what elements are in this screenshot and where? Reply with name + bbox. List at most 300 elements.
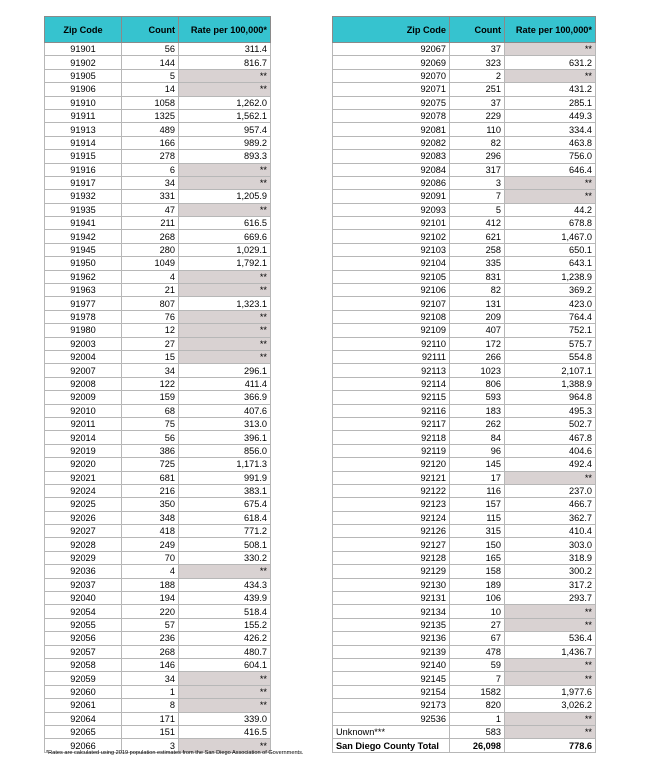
rate-cell: 1,467.0 bbox=[505, 230, 596, 243]
table-row bbox=[333, 297, 596, 310]
rate-cell: 463.8 bbox=[505, 136, 596, 149]
rate-cell: 991.9 bbox=[179, 471, 271, 484]
zip-code-cell: 91941 bbox=[45, 217, 122, 230]
table-row bbox=[45, 712, 271, 725]
count-cell: 216 bbox=[122, 484, 179, 497]
count-cell: 1058 bbox=[122, 96, 179, 109]
rate-cell: 1,029.1 bbox=[179, 243, 271, 256]
table-row bbox=[333, 551, 596, 564]
count-cell: 158 bbox=[450, 565, 505, 578]
zip-code-cell: 92029 bbox=[45, 551, 122, 564]
count-cell: 67 bbox=[450, 632, 505, 645]
rate-cell: 508.1 bbox=[179, 538, 271, 551]
count-cell: 807 bbox=[122, 297, 179, 310]
rate-cell: ** bbox=[179, 685, 271, 698]
zip-code-cell: 92024 bbox=[45, 484, 122, 497]
zip-code-cell: 92026 bbox=[45, 511, 122, 524]
count-cell: 831 bbox=[450, 270, 505, 283]
count-cell: 188 bbox=[122, 578, 179, 591]
rate-cell: 293.7 bbox=[505, 592, 596, 605]
table-row bbox=[333, 484, 596, 497]
count-cell: 348 bbox=[122, 511, 179, 524]
count-cell: 4 bbox=[122, 270, 179, 283]
count-cell: 59 bbox=[450, 658, 505, 671]
rate-cell: 646.4 bbox=[505, 163, 596, 176]
count-cell: 258 bbox=[450, 243, 505, 256]
rate-cell: 426.2 bbox=[179, 632, 271, 645]
zip-code-cell: 92058 bbox=[45, 658, 122, 671]
table-row bbox=[45, 243, 271, 256]
zip-code-cell: 92059 bbox=[45, 672, 122, 685]
table-row bbox=[333, 136, 596, 149]
rate-cell: 449.3 bbox=[505, 109, 596, 122]
rate-cell: 155.2 bbox=[179, 618, 271, 631]
rate-cell: 1,562.1 bbox=[179, 109, 271, 122]
rate-cell: ** bbox=[179, 739, 271, 752]
table-row bbox=[45, 217, 271, 230]
table-row bbox=[45, 324, 271, 337]
rate-cell: 1,436.7 bbox=[505, 645, 596, 658]
rate-cell: ** bbox=[505, 605, 596, 618]
zip-code-cell: 92135 bbox=[333, 618, 450, 631]
rate-cell: 362.7 bbox=[505, 511, 596, 524]
count-cell: 268 bbox=[122, 230, 179, 243]
rate-cell: 318.9 bbox=[505, 551, 596, 564]
zip-code-cell: 91906 bbox=[45, 83, 122, 96]
count-cell: 171 bbox=[122, 712, 179, 725]
zip-code-cell: 92061 bbox=[45, 699, 122, 712]
count-cell: 251 bbox=[450, 83, 505, 96]
zip-code-cell: 92130 bbox=[333, 578, 450, 591]
zip-code-cell: 92004 bbox=[45, 350, 122, 363]
rate-cell: 669.6 bbox=[179, 230, 271, 243]
zip-code-cell: San Diego County Total bbox=[333, 739, 450, 752]
rate-cell: 1,977.6 bbox=[505, 685, 596, 698]
rate-cell: 431.2 bbox=[505, 83, 596, 96]
table-row bbox=[45, 96, 271, 109]
table-row bbox=[45, 43, 271, 56]
count-cell: 56 bbox=[122, 431, 179, 444]
count-cell: 725 bbox=[122, 458, 179, 471]
zip-code-cell: 92010 bbox=[45, 404, 122, 417]
zip-code-cell: 92054 bbox=[45, 605, 122, 618]
count-cell: 56 bbox=[122, 43, 179, 56]
count-cell: 331 bbox=[122, 190, 179, 203]
table-row bbox=[333, 377, 596, 390]
table-row bbox=[333, 417, 596, 430]
count-cell: 335 bbox=[450, 257, 505, 270]
zip-code-cell: 92019 bbox=[45, 444, 122, 457]
rate-cell: ** bbox=[505, 69, 596, 82]
rate-cell: ** bbox=[179, 284, 271, 297]
count-cell: 1325 bbox=[122, 109, 179, 122]
table-row bbox=[45, 645, 271, 658]
rate-cell: 439.9 bbox=[179, 592, 271, 605]
zip-code-cell: 91977 bbox=[45, 297, 122, 310]
table-row bbox=[333, 364, 596, 377]
table-row bbox=[45, 578, 271, 591]
rate-cell: 411.4 bbox=[179, 377, 271, 390]
table-row bbox=[333, 712, 596, 725]
rate-cell: ** bbox=[505, 725, 596, 738]
count-cell: 131 bbox=[450, 297, 505, 310]
table-row bbox=[45, 471, 271, 484]
table-row bbox=[333, 337, 596, 350]
zip-code-cell: 91917 bbox=[45, 176, 122, 189]
zip-code-cell: 92020 bbox=[45, 458, 122, 471]
count-cell: 37 bbox=[450, 96, 505, 109]
table-row bbox=[333, 431, 596, 444]
count-cell: 266 bbox=[450, 350, 505, 363]
table-row bbox=[45, 270, 271, 283]
rate-cell: 311.4 bbox=[179, 43, 271, 56]
rate-cell: 631.2 bbox=[505, 56, 596, 69]
table-row bbox=[333, 83, 596, 96]
table-row bbox=[45, 163, 271, 176]
rate-cell: ** bbox=[505, 43, 596, 56]
rate-cell: ** bbox=[179, 310, 271, 323]
rate-cell: ** bbox=[179, 350, 271, 363]
rate-cell: 502.7 bbox=[505, 417, 596, 430]
table-row bbox=[333, 96, 596, 109]
zip-code-cell: 92078 bbox=[333, 109, 450, 122]
zip-code-cell: 92064 bbox=[45, 712, 122, 725]
count-cell: 681 bbox=[122, 471, 179, 484]
count-cell: 3 bbox=[122, 739, 179, 752]
zip-code-cell: 92081 bbox=[333, 123, 450, 136]
count-cell: 806 bbox=[450, 377, 505, 390]
table-row bbox=[333, 699, 596, 712]
table-row bbox=[45, 605, 271, 618]
table-row bbox=[333, 471, 596, 484]
zip-code-cell: 92126 bbox=[333, 525, 450, 538]
zip-code-cell: 92070 bbox=[333, 69, 450, 82]
count-cell: 478 bbox=[450, 645, 505, 658]
count-cell: 315 bbox=[450, 525, 505, 538]
count-cell: 189 bbox=[450, 578, 505, 591]
table-row bbox=[333, 592, 596, 605]
rate-cell: 650.1 bbox=[505, 243, 596, 256]
rate-cell: ** bbox=[505, 712, 596, 725]
zip-code-cell: 92066 bbox=[45, 739, 122, 752]
count-cell: 34 bbox=[122, 672, 179, 685]
table-row bbox=[333, 123, 596, 136]
rate-cell: 643.1 bbox=[505, 257, 596, 270]
rate-cell: 771.2 bbox=[179, 525, 271, 538]
count-cell: 296 bbox=[450, 150, 505, 163]
rate-cell: 816.7 bbox=[179, 56, 271, 69]
table-row bbox=[45, 699, 271, 712]
zip-code-cell: 91980 bbox=[45, 324, 122, 337]
count-cell: 7 bbox=[450, 190, 505, 203]
rate-cell: 480.7 bbox=[179, 645, 271, 658]
count-cell: 183 bbox=[450, 404, 505, 417]
table-row bbox=[45, 203, 271, 216]
rate-cell: 3,026.2 bbox=[505, 699, 596, 712]
zip-code-cell: 92011 bbox=[45, 417, 122, 430]
rate-cell: ** bbox=[505, 471, 596, 484]
table-row bbox=[45, 565, 271, 578]
count-cell: 386 bbox=[122, 444, 179, 457]
zip-code-cell: 92136 bbox=[333, 632, 450, 645]
zip-code-cell: 92119 bbox=[333, 444, 450, 457]
table-row bbox=[333, 739, 596, 752]
table-row bbox=[333, 725, 596, 738]
count-cell: 194 bbox=[122, 592, 179, 605]
table-row bbox=[333, 632, 596, 645]
table-row bbox=[45, 83, 271, 96]
count-cell: 317 bbox=[450, 163, 505, 176]
zip-code-cell: 92071 bbox=[333, 83, 450, 96]
zip-code-cell: 92118 bbox=[333, 431, 450, 444]
count-cell: 106 bbox=[450, 592, 505, 605]
count-cell: 4 bbox=[122, 565, 179, 578]
count-cell: 280 bbox=[122, 243, 179, 256]
count-cell: 27 bbox=[122, 337, 179, 350]
count-header: Count bbox=[450, 17, 505, 43]
count-cell: 76 bbox=[122, 310, 179, 323]
count-cell: 5 bbox=[122, 69, 179, 82]
zip-code-cell: 91910 bbox=[45, 96, 122, 109]
rate-cell: 957.4 bbox=[179, 123, 271, 136]
count-cell: 209 bbox=[450, 310, 505, 323]
zip-code-cell: 92027 bbox=[45, 525, 122, 538]
table-row bbox=[45, 391, 271, 404]
table-row bbox=[45, 56, 271, 69]
table-row bbox=[333, 69, 596, 82]
table-row bbox=[45, 538, 271, 551]
zip-code-cell: 92106 bbox=[333, 284, 450, 297]
rate-cell: 404.6 bbox=[505, 444, 596, 457]
rate-cell: ** bbox=[505, 190, 596, 203]
zip-code-cell: 92084 bbox=[333, 163, 450, 176]
count-cell: 278 bbox=[122, 150, 179, 163]
zip-code-cell: 92008 bbox=[45, 377, 122, 390]
count-cell: 17 bbox=[450, 471, 505, 484]
count-cell: 2 bbox=[450, 69, 505, 82]
zip-code-cell: 92107 bbox=[333, 297, 450, 310]
rate-cell: 334.4 bbox=[505, 123, 596, 136]
rate-cell: 237.0 bbox=[505, 484, 596, 497]
zip-code-cell: 92036 bbox=[45, 565, 122, 578]
table-row bbox=[333, 672, 596, 685]
table-header-row bbox=[333, 17, 596, 43]
count-cell: 621 bbox=[450, 230, 505, 243]
zip-code-cell: 92111 bbox=[333, 350, 450, 363]
zip-code-cell: 92121 bbox=[333, 471, 450, 484]
rate-cell: 300.2 bbox=[505, 565, 596, 578]
count-cell: 15 bbox=[122, 350, 179, 363]
zip-code-cell: 92091 bbox=[333, 190, 450, 203]
table-row bbox=[333, 324, 596, 337]
rate-cell: ** bbox=[505, 618, 596, 631]
zip-code-cell: 92120 bbox=[333, 458, 450, 471]
rate-cell: 303.0 bbox=[505, 538, 596, 551]
count-cell: 418 bbox=[122, 525, 179, 538]
rate-footnote: *Rates are calculated using 2019 population estimates from the San Diego Association of Governments. bbox=[46, 750, 304, 756]
count-cell: 407 bbox=[450, 324, 505, 337]
count-cell: 412 bbox=[450, 217, 505, 230]
table-row bbox=[45, 310, 271, 323]
rate-cell: ** bbox=[179, 337, 271, 350]
rate-cell: ** bbox=[179, 83, 271, 96]
count-cell: 75 bbox=[122, 417, 179, 430]
count-cell: 26,098 bbox=[450, 739, 505, 752]
rate-cell: 296.1 bbox=[179, 364, 271, 377]
table-row bbox=[333, 404, 596, 417]
count-cell: 68 bbox=[122, 404, 179, 417]
count-cell: 145 bbox=[450, 458, 505, 471]
count-cell: 34 bbox=[122, 176, 179, 189]
zip-code-cell: 91942 bbox=[45, 230, 122, 243]
count-cell: 166 bbox=[122, 136, 179, 149]
table-row bbox=[45, 150, 271, 163]
table-row bbox=[45, 297, 271, 310]
table-row bbox=[333, 538, 596, 551]
table-row bbox=[333, 525, 596, 538]
table-row bbox=[45, 284, 271, 297]
table-row bbox=[333, 190, 596, 203]
rate-cell: ** bbox=[505, 658, 596, 671]
count-cell: 14 bbox=[122, 83, 179, 96]
table-row bbox=[333, 511, 596, 524]
table-row bbox=[333, 257, 596, 270]
count-cell: 5 bbox=[450, 203, 505, 216]
rate-cell: 423.0 bbox=[505, 297, 596, 310]
rate-cell: 756.0 bbox=[505, 150, 596, 163]
rate-cell: 396.1 bbox=[179, 431, 271, 444]
table-row bbox=[45, 257, 271, 270]
table-row bbox=[333, 685, 596, 698]
count-cell: 229 bbox=[450, 109, 505, 122]
rate-cell: 1,792.1 bbox=[179, 257, 271, 270]
zip-code-cell: 92117 bbox=[333, 417, 450, 430]
zip-code-cell: 91963 bbox=[45, 284, 122, 297]
zip-code-cell: 92116 bbox=[333, 404, 450, 417]
table-row bbox=[333, 565, 596, 578]
rate-cell: 616.5 bbox=[179, 217, 271, 230]
zip-code-cell: 91935 bbox=[45, 203, 122, 216]
zip-code-cell: 92037 bbox=[45, 578, 122, 591]
zip-code-cell: 92093 bbox=[333, 203, 450, 216]
table-row bbox=[333, 43, 596, 56]
zip-table-left-body bbox=[45, 43, 271, 753]
table-row bbox=[333, 243, 596, 256]
count-cell: 82 bbox=[450, 284, 505, 297]
count-cell: 21 bbox=[122, 284, 179, 297]
zip-code-cell: 92003 bbox=[45, 337, 122, 350]
zip-code-cell: 92009 bbox=[45, 391, 122, 404]
table-row bbox=[45, 511, 271, 524]
zip-code-cell: 91902 bbox=[45, 56, 122, 69]
count-cell: 350 bbox=[122, 498, 179, 511]
zip-code-cell: 92056 bbox=[45, 632, 122, 645]
table-row bbox=[333, 605, 596, 618]
count-cell: 37 bbox=[450, 43, 505, 56]
table-row bbox=[45, 551, 271, 564]
rate-cell: ** bbox=[179, 270, 271, 283]
rate-cell: 2,107.1 bbox=[505, 364, 596, 377]
zip-code-cell: 92069 bbox=[333, 56, 450, 69]
count-cell: 6 bbox=[122, 163, 179, 176]
table-row bbox=[333, 217, 596, 230]
count-cell: 57 bbox=[122, 618, 179, 631]
table-row bbox=[333, 56, 596, 69]
zip-code-cell: 92007 bbox=[45, 364, 122, 377]
rate-cell: 434.3 bbox=[179, 578, 271, 591]
count-cell: 1 bbox=[122, 685, 179, 698]
rate-cell: 1,323.1 bbox=[179, 297, 271, 310]
rate-cell: ** bbox=[505, 672, 596, 685]
count-cell: 34 bbox=[122, 364, 179, 377]
rate-cell: 416.5 bbox=[179, 725, 271, 738]
count-cell: 96 bbox=[450, 444, 505, 457]
table-row bbox=[45, 350, 271, 363]
rate-cell: 618.4 bbox=[179, 511, 271, 524]
count-cell: 220 bbox=[122, 605, 179, 618]
zip-code-header: Zip Code bbox=[45, 17, 122, 43]
table-row bbox=[333, 391, 596, 404]
rate-cell: 410.4 bbox=[505, 525, 596, 538]
zip-code-cell: 92536 bbox=[333, 712, 450, 725]
rate-cell: 1,171.3 bbox=[179, 458, 271, 471]
rate-cell: 339.0 bbox=[179, 712, 271, 725]
count-cell: 1582 bbox=[450, 685, 505, 698]
count-cell: 115 bbox=[450, 511, 505, 524]
zip-code-cell: 92122 bbox=[333, 484, 450, 497]
zip-code-cell: 92102 bbox=[333, 230, 450, 243]
table-row bbox=[45, 123, 271, 136]
rate-cell: 1,388.9 bbox=[505, 377, 596, 390]
zip-code-cell: 91945 bbox=[45, 243, 122, 256]
table-row bbox=[333, 150, 596, 163]
zip-code-cell: 91914 bbox=[45, 136, 122, 149]
rate-cell: 989.2 bbox=[179, 136, 271, 149]
rate-cell: 752.1 bbox=[505, 324, 596, 337]
zip-code-cell: 92105 bbox=[333, 270, 450, 283]
zip-code-cell: 92129 bbox=[333, 565, 450, 578]
zip-code-cell: 92055 bbox=[45, 618, 122, 631]
table-row bbox=[45, 484, 271, 497]
table-row bbox=[45, 176, 271, 189]
table-row bbox=[333, 578, 596, 591]
table-row bbox=[45, 230, 271, 243]
zip-code-cell: 92113 bbox=[333, 364, 450, 377]
count-cell: 151 bbox=[122, 725, 179, 738]
zip-code-cell: 92101 bbox=[333, 217, 450, 230]
rate-cell: 764.4 bbox=[505, 310, 596, 323]
rate-cell: 604.1 bbox=[179, 658, 271, 671]
table-row bbox=[45, 109, 271, 122]
zip-code-cell: 92060 bbox=[45, 685, 122, 698]
table-row bbox=[45, 685, 271, 698]
table-row bbox=[333, 203, 596, 216]
zip-code-cell: 92083 bbox=[333, 150, 450, 163]
rate-cell: 407.6 bbox=[179, 404, 271, 417]
zip-code-cell: 92057 bbox=[45, 645, 122, 658]
rate-cell: 856.0 bbox=[179, 444, 271, 457]
zip-code-cell: 92067 bbox=[333, 43, 450, 56]
table-row bbox=[45, 69, 271, 82]
count-cell: 146 bbox=[122, 658, 179, 671]
table-row bbox=[45, 525, 271, 538]
zip-code-cell: 92108 bbox=[333, 310, 450, 323]
zip-table-left bbox=[44, 16, 271, 753]
rate-cell: 383.1 bbox=[179, 484, 271, 497]
zip-code-cell: 92040 bbox=[45, 592, 122, 605]
count-cell: 84 bbox=[450, 431, 505, 444]
count-cell: 1049 bbox=[122, 257, 179, 270]
